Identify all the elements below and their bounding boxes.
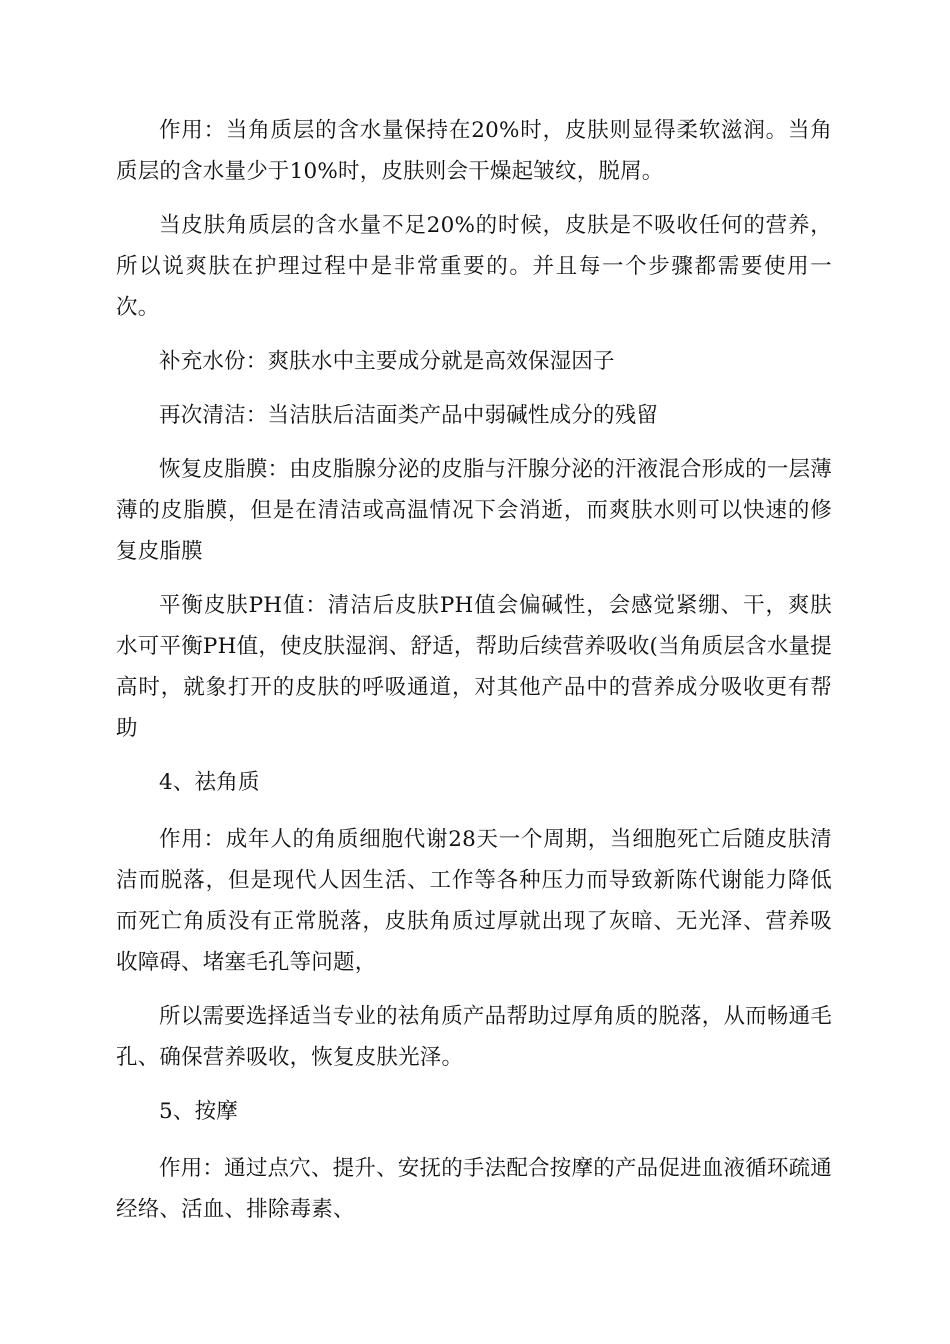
section-heading-massage: 5、按摩 [159,1099,238,1124]
document-body [116,110,832,1243]
paragraph-hydration: 补充水份：爽肤水中主要成分就是高效保湿因子 [159,349,615,374]
paragraph-nutrient-absorption: 当皮肤角质层的含水量不足20%的时候，皮肤是不吸收任何的营养，所以说爽肤在护理过程中是非常重要的。并且每一个步骤都需要使用一次。 [116,213,832,320]
paragraph-stratum-corneum-moisture: 作用：当角质层的含水量保持在20%时，皮肤则显得柔软滋润。当角质层的含水量少于10%时，皮肤则会干燥起皱纹，脱屑。 [116,118,832,184]
paragraph-recleansing: 再次清洁：当洁肤后洁面类产品中弱碱性成分的残留 [159,403,659,428]
section-heading-exfoliation: 4、祛角质 [159,770,260,795]
paragraph-exfoliation-effect: 作用：成年人的角质细胞代谢28天一个周期，当细胞死亡后随皮肤清洁而脱落，但是现代人因生活、工作等各种压力而导致新陈代谢能力降低而死亡角质没有正常脱落，皮肤角质过厚就出现了灰暗、无光泽、营养吸收障碍、堵塞毛孔等问题， [116,827,832,975]
paragraph-massage-effect: 作用：通过点穴、提升、安抚的手法配合按摩的产品促进血液循环疏通经络、活血、排除毒素、 [116,1156,832,1222]
paragraph-sebum-film: 恢复皮脂膜：由皮脂腺分泌的皮脂与汗腺分泌的汗液混合形成的一层薄薄的皮脂膜，但是在清洁或高温情况下会消逝，而爽肤水则可以快速的修复皮脂膜 [116,457,832,564]
paragraph-exfoliation-products: 所以需要选择适当专业的祛角质产品帮助过厚角质的脱落，从而畅通毛孔、确保营养吸收，恢复皮肤光泽。 [116,1004,832,1070]
paragraph-ph-balance: 平衡皮肤PH值：清洁后皮肤PH值会偏碱性，会感觉紧绷、干，爽肤水可平衡PH值，使皮肤湿润、舒适，帮助后续营养吸收(当角质层含水量提高时，就象打开的皮肤的呼吸通道，对其他产品中的营养成分吸收更有帮助 [116,593,832,741]
